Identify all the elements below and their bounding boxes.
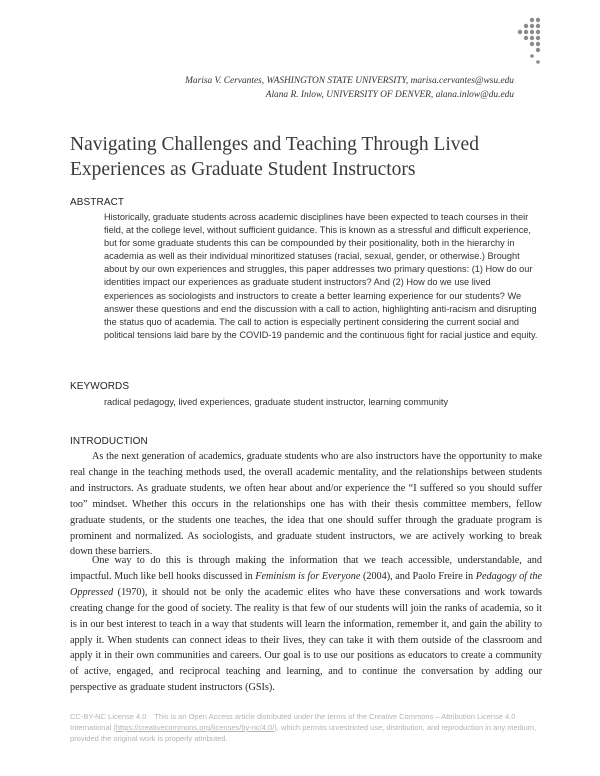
license-label: CC-BY-NC License 4.0 xyxy=(70,712,147,721)
p2-text-2: (2004), and Paolo Freire in xyxy=(360,570,476,582)
book-title-feminism: Feminism is for Everyone xyxy=(255,570,361,582)
p2-text-3: (1970), it should not be only the academic elites who have these conversations and work towards creating change for the good of society. The reality is that few of our students will join the ranks of academia, so it is in our best interest to teach in a way that students will learn the information, remember it, and gain the ability to apply it. When students can connect ideas to their lives, they can take it with them outside of the classroom and apply it in their own communities and careers. Our goal is to use our positions as educators to create a community of active, engaged, and reciprocal teaching and learning, and to continue the conversation by adding our perspective as graduate student instructors (GSIs). xyxy=(70,586,542,694)
intro-paragraph-2 xyxy=(70,553,542,696)
article-title xyxy=(70,132,540,182)
corner-ornament-icon xyxy=(502,16,542,66)
title-line-2: Experiences as Graduate Student Instructors xyxy=(70,159,416,180)
license-text-1: This is an Open Access article distributed under the terms of the Creative Commons – Attribution License 4.0 International ( xyxy=(70,712,516,732)
title-line-1: Navigating Challenges and Teaching Through Lived xyxy=(70,134,479,155)
author-line-2: Alana R. Inlow, UNIVERSITY OF DENVER, alana.inlow@du.edu xyxy=(265,90,514,100)
abstract-text: Historically, graduate students across academic disciplines have been expected to teach courses in their field, at the college level, without sufficient guidance. This is known as a stressful and difficult experience, but for some graduate students this can be compounded by their positionality, both in the hierarchy in academia as well as their individual minoritized statuses (racial, sexual, gender, or otherwise.) Brought about by our own experiences and struggles, this paper addresses two primary questions: (1) How do our identities impact our experiences as graduate student instructors? And (2) How do we use lived experiences as sociologists and instructors to create a better learning experience for our students? We answer these questions and end the discussion with a call to action, highlighting anti-racism and disrupting the status quo of academia. The call to action is especially pertinent considering the current social and political tensions laid bare by the COVID-19 pandemic and the continuous fight for racial justice and equity. xyxy=(104,212,538,340)
intro-paragraph-1: As the next generation of academics, graduate students who are also instructors have the opportunity to make real change in the teaching methods used, the overall academic mentality, and the relationships between students and instructors. As graduate students, we often hear about and/or experience the “I suffered so you should suffer too” mindset. Whether this occurs in the relationships one has with their thesis committee members, fellow graduate students, or the students one teaches, the idea that one should suffer through the graduate program is prominent and normalized. As sociologists, and graduate student instructors, we are actively working to break down these barriers. xyxy=(70,451,542,558)
introduction-heading: INTRODUCTION xyxy=(70,436,148,447)
license-text-2: ), which permits unrestricted use, distribution, and reproduction in any medium, provided the original work is properly attributed. xyxy=(70,723,537,743)
keywords-text: radical pedagogy, lived experiences, graduate student instructor, learning community xyxy=(104,397,449,407)
book-title-pedagogy: Pedagogy of the Oppressed xyxy=(70,570,543,598)
license-link[interactable]: https://creativecommons.org/licenses/by-nc/4.0/ xyxy=(115,723,275,732)
keywords-heading: KEYWORDS xyxy=(70,381,130,392)
license-footer xyxy=(70,711,544,744)
p2-text-1: One way to do this is through making the information that we teach accessible, understandable, and impactful. Much like bell hooks discussed in xyxy=(70,555,542,582)
abstract-heading: ABSTRACT xyxy=(70,197,125,208)
author-line-1: Marisa V. Cervantes, WASHINGTON STATE UNIVERSITY, marisa.cervantes@wsu.edu xyxy=(185,76,514,86)
author-block xyxy=(185,74,514,102)
